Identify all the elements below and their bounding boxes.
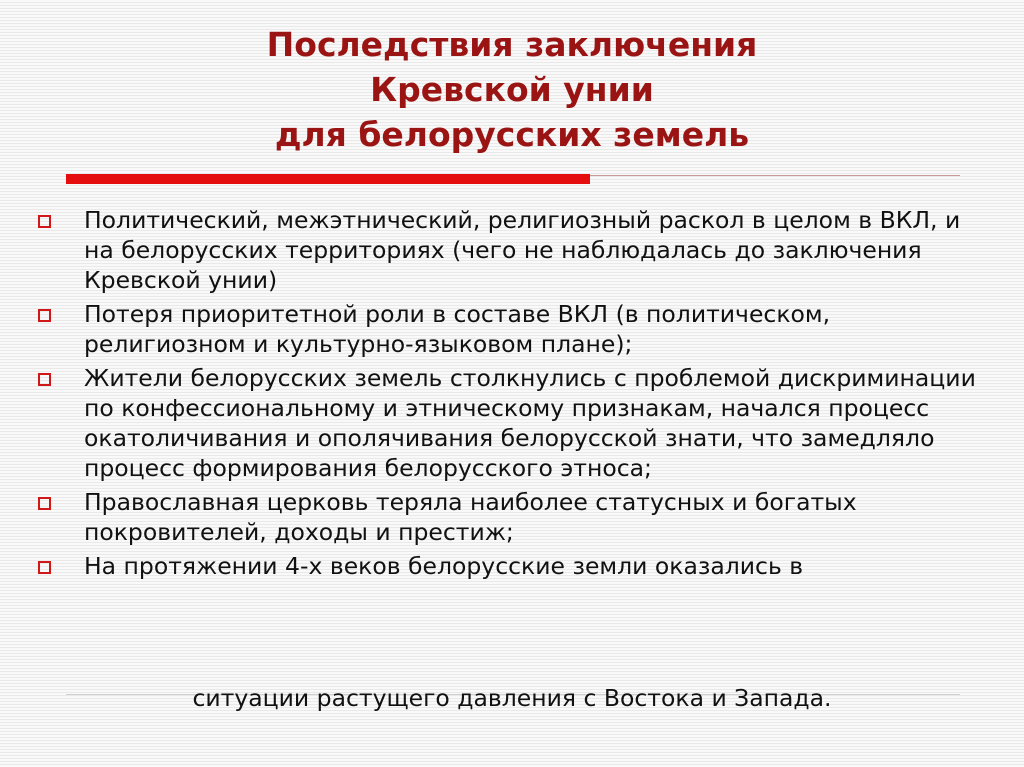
list-item bbox=[34, 487, 994, 547]
list-item bbox=[34, 299, 994, 359]
bullet-list bbox=[34, 205, 994, 585]
list-item-text: Потеря приоритетной роли в составе ВКЛ (в политическом, религиозном и культурно-языковом плане); bbox=[84, 300, 831, 358]
list-item bbox=[34, 205, 994, 295]
title-line-2: Кревской унии bbox=[370, 70, 654, 109]
title-line-3: для белорусских земель bbox=[274, 115, 750, 154]
hollow-square-bullet-icon bbox=[38, 215, 51, 228]
list-item-text: На протяжении 4-х веков белорусские земли оказались в bbox=[84, 552, 804, 580]
hollow-square-bullet-icon bbox=[38, 373, 51, 386]
list-item bbox=[34, 363, 994, 483]
hollow-square-bullet-icon bbox=[38, 309, 51, 322]
list-item-text: Православная церковь теряла наиболее статусных и богатых покровителей, доходы и престиж; bbox=[84, 488, 857, 546]
title-accent-bar bbox=[66, 174, 590, 184]
list-item-continuation: ситуации растущего давления с Востока и Запада. bbox=[192, 684, 832, 712]
title-line-1: Последствия заключения bbox=[266, 25, 758, 64]
slide-title bbox=[0, 22, 1024, 157]
list-item-text: Жители белорусских земель столкнулись с проблемой дискриминации по конфессиональному и этническому признакам, начался процесс окатоличивания и ополячивания белорусской знати, что замедляло процесс формирования белорусского этноса; bbox=[84, 364, 976, 482]
list-item bbox=[34, 551, 994, 581]
hollow-square-bullet-icon bbox=[38, 497, 51, 510]
list-item-text: Политический, межэтнический, религиозный раскол в целом в ВКЛ, и на белорусских территориях (чего не наблюдалась до заключения Кревской унии) bbox=[84, 206, 961, 294]
hollow-square-bullet-icon bbox=[38, 561, 51, 574]
